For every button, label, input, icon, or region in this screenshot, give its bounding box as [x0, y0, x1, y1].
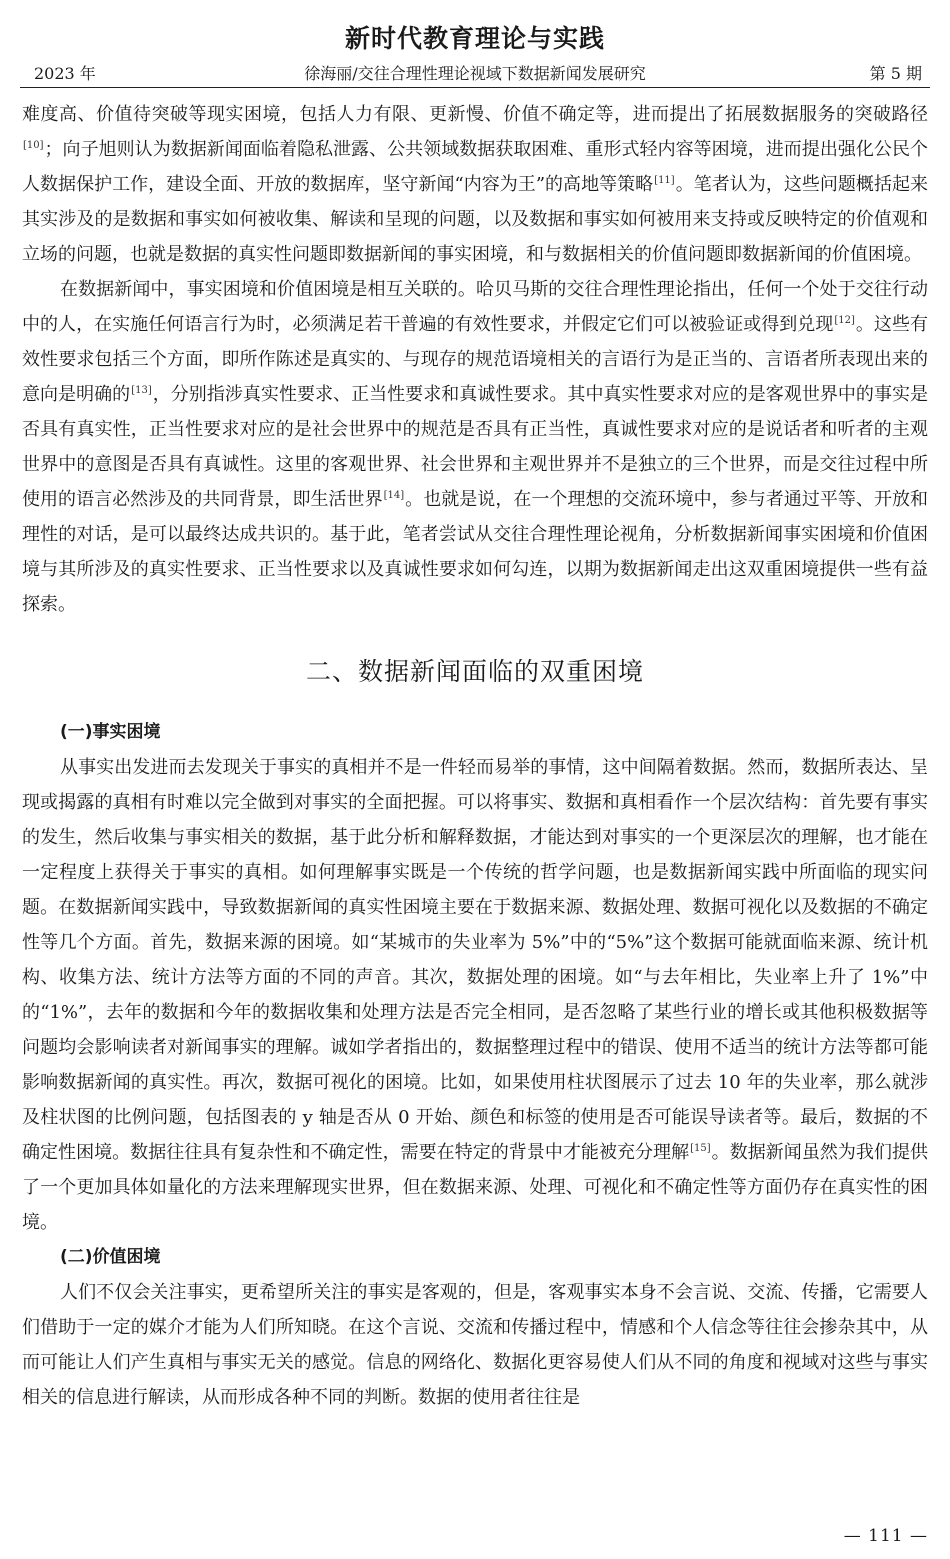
text-run: 。这些有效性要求包括三个方面，即所作陈述是真实的、与现存的规范语境相关的言语行为是正当的、言语者所表现出来的意向是明确的: [22, 314, 928, 405]
paragraph-value-dilemma: [22, 1275, 928, 1415]
page-number: — 111 —: [843, 1526, 928, 1546]
citation-ref-10[interactable]: [10]: [23, 140, 44, 151]
header-divider: [20, 87, 930, 88]
paragraph-fact-dilemma: [22, 750, 928, 1240]
text-run: 难度高、价值待突破等现实困境，包括人力有限、更新慢、价值不确定等，进而提出了拓展数据服务的突破路径: [22, 104, 928, 125]
text-run: 。数据新闻虽然为我们提供了一个更加具体如量化的方法来理解现实世界，但在数据来源、处理、可视化和不确定性等方面仍存在真实性的困境。: [22, 1142, 928, 1233]
text-run: 。也就是说，在一个理想的交流环境中，参与者通过平等、开放和理性的对话，是可以最终达成共识的。基于此，笔者尝试从交往合理性理论视角，分析数据新闻事实困境和价值困境与其所涉及的真实性要求、正当性要求以及真诚性要求如何勾连，以期为数据新闻走出这双重困境提供一些有益探索。: [22, 489, 929, 615]
header-year: 2023 年: [34, 64, 96, 83]
citation-ref-15[interactable]: [15]: [690, 1143, 711, 1154]
text-run: 从事实出发进而去发现关于事实的真相并不是一件轻而易举的事情，这中间隔着数据。然而，数据所表达、呈现或揭露的真相有时难以完全做到对事实的全面把握。可以将事实、数据和真相看作一个层次结构：首先要有事实的发生，然后收集与事实相关的数据，基于此分析和解释数据，才能达到对事实的一个更深层次的理解，也才能在一定程度上获得关于事实的真相。如何理解事实既是一个传统的哲学问题，也是数据新闻实践中所面临的现实问题。在数据新闻实践中，导致数据新闻的真实性困境主要在于数据来源、数据处理、数据可视化以及数据的不确定性等几个方面。首先，数据来源的困境。如“某城市的失业率为 5%”中的“5%”这个数据可能就面临来源、统计机构、收集方法、统计方法等方面的不同的声音。其次，数据处理的困境。如“与去年相比，失业率上升了 1%”中的“1%”，去年的数据和今年的数据收集和处理方法是否完全相同，是否忽略了某些行业的增长或其他积极数据等问题均会影响读者对新闻事实的理解。诚如学者指出的，数据整理过程中的错误、使用不适当的统计方法等都可能影响数据新闻的真实性。再次，数据可视化的困境。比如，如果使用柱状图展示了过去 10 年的失业率，那么就涉及柱状图的比例问题，包括图表的 y 轴是否从 0 开始、颜色和标签的使用是否可能误导读者等。最后，数据的不确定性困境。数据往往具有复杂性和不确定性，需要在特定的背景中才能被充分理解: [22, 757, 928, 1163]
paragraph-intro-2: [22, 272, 928, 622]
citation-ref-13[interactable]: [13]: [131, 385, 152, 396]
citation-ref-11[interactable]: [11]: [654, 175, 675, 186]
citation-ref-14[interactable]: [14]: [383, 490, 405, 501]
paragraph-intro-1: [22, 97, 928, 272]
subsection-heading-fact: (一)事实困境: [60, 722, 161, 742]
header-running-title: 徐海丽/交往合理性理论视域下数据新闻发展研究: [304, 64, 646, 83]
running-header: [22, 62, 928, 86]
subsection-heading-value: (二)价值困境: [60, 1247, 161, 1267]
text-run: 人们不仅会关注事实，更希望所关注的事实是客观的，但是，客观事实本身不会言说、交流、传播，它需要人们借助于一定的媒介才能为人们所知晓。在这个言说、交流和传播过程中，情感和个人信念等往往会掺杂其中，从而可能让人们产生真相与事实无关的感觉。信息的网络化、数据化更容易使人们从不同的角度和视域对这些与事实相关的信息进行解读，从而形成各种不同的判断。数据的使用者往往是: [22, 1282, 928, 1408]
journal-title: 新时代教育理论与实践: [344, 24, 605, 53]
text-run: 在数据新闻中，事实困境和价值困境是相互关联的。哈贝马斯的交往合理性理论指出，任何一个处于交往行动中的人，在实施任何语言行为时，必须满足若干普遍的有效性要求，并假定它们可以被验证或得到兑现: [22, 279, 928, 335]
text-run: ；向子旭则认为数据新闻面临着隐私泄露、公共领域数据获取困难、重形式轻内容等困境，进而提出强化公民个人数据保护工作，建设全面、开放的数据库，坚守新闻“内容为王”的高地等策略: [22, 139, 928, 195]
header-issue: 第 5 期: [869, 64, 922, 83]
section-heading: 二、数据新闻面临的双重困境: [305, 657, 644, 686]
article-body: [22, 97, 928, 1415]
text-run: 。笔者认为，这些问题概括起来其实涉及的是数据和事实如何被收集、解读和呈现的问题，以及数据和事实如何被用来支持或反映特定的价值观和立场的问题，也就是数据的真实性问题即数据新闻的事实困境，和与数据相关的价值问题即数据新闻的价值困境。: [22, 174, 928, 265]
text-run: ，分别指涉真实性要求、正当性要求和真诚性要求。其中真实性要求对应的是客观世界中的事实是否具有真实性，正当性要求对应的是社会世界中的规范是否具有正当性，真诚性要求对应的是说话者和听者的主观世界中的意图是否具有真诚性。这里的客观世界、社会世界和主观世界并不是独立的三个世界，而是交往过程中所使用的语言必然涉及的共同背景，即生活世界: [22, 384, 929, 510]
citation-ref-12[interactable]: [12]: [834, 315, 855, 326]
